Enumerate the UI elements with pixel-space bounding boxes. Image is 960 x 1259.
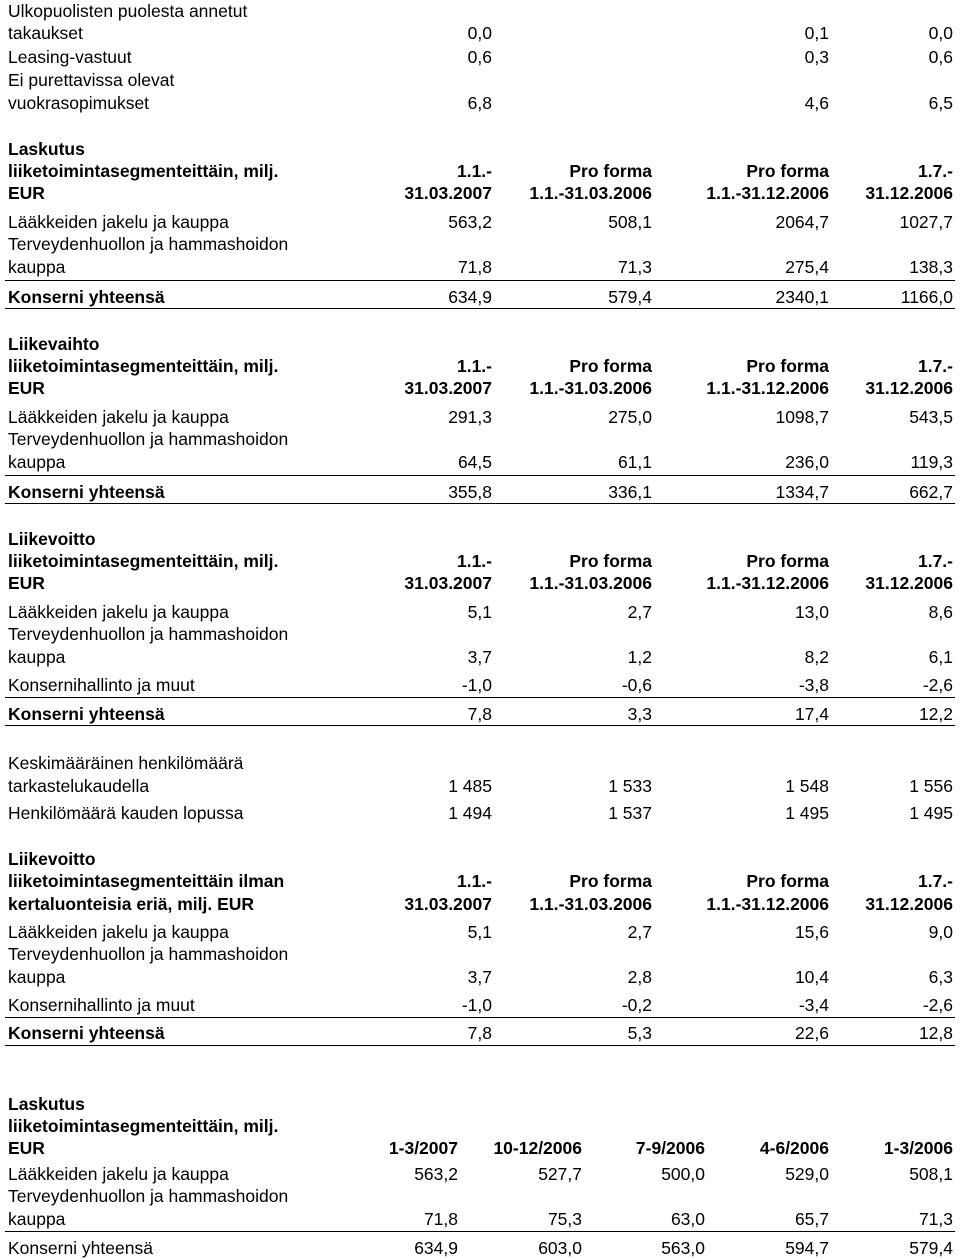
row-label: Henkilömäärä kauden lopussa	[8, 803, 244, 823]
row-label: Terveydenhuollon ja hammashoidon	[8, 429, 289, 449]
section-heading-line: Liikevoitto	[8, 529, 96, 549]
table-cell: 527,7	[538, 1164, 582, 1184]
total-cell: 12,8	[918, 1023, 953, 1043]
column-header: 1.1.-31.03.2006	[529, 378, 652, 398]
table-cell: 563,2	[414, 1164, 458, 1184]
table-cell: 3,7	[467, 647, 492, 667]
row-label: Terveydenhuollon ja hammashoidon	[8, 944, 289, 964]
total-row-label: Konserni yhteensä	[8, 704, 165, 724]
total-cell: 662,7	[909, 482, 953, 502]
table-cell: 75,3	[547, 1209, 582, 1229]
table-cell: 563,2	[448, 212, 492, 232]
column-header: 1.1.-31.12.2006	[706, 894, 829, 914]
column-header: 1.7.-	[917, 161, 953, 181]
total-cell: 7,8	[467, 704, 492, 724]
table-cell: 275,4	[785, 257, 829, 277]
table-cell: 8,2	[804, 647, 829, 667]
column-header: 31.03.2007	[404, 183, 492, 203]
total-cell: 2340,1	[775, 287, 829, 307]
table-rule	[5, 1045, 955, 1046]
section-heading-line: liiketoimintasegmenteittäin ilman	[8, 871, 285, 891]
row-label: tarkastelukaudella	[8, 776, 150, 796]
total-cell: 336,1	[608, 482, 652, 502]
column-header: 1.7.-	[917, 356, 953, 376]
total-cell: 579,4	[909, 1238, 953, 1258]
total-cell: 3,3	[627, 704, 652, 724]
table-cell: 1 494	[448, 803, 492, 823]
table-cell: 2,8	[627, 967, 652, 987]
column-header: 1.1.-31.03.2006	[529, 573, 652, 593]
table-rule	[5, 1017, 955, 1018]
section-heading-line: liiketoimintasegmenteittäin, milj.	[8, 1116, 279, 1136]
column-header: 4-6/2006	[759, 1138, 829, 1158]
table-cell: 1 533	[608, 776, 652, 796]
section-heading-line: kertaluonteisia eriä, milj. EUR	[8, 894, 255, 914]
table-cell: 1027,7	[899, 212, 953, 232]
table-cell: 543,5	[909, 407, 953, 427]
table-cell: 13,0	[794, 602, 829, 622]
column-header: 1.1.-	[456, 551, 492, 571]
total-cell: 563,0	[661, 1238, 705, 1258]
column-header: Pro forma	[569, 871, 652, 891]
table-cell: 8,6	[928, 602, 953, 622]
table-cell: -1,0	[461, 995, 492, 1015]
table-cell: 2,7	[627, 922, 652, 942]
column-header: 31.12.2006	[865, 378, 953, 398]
row-label: Ulkopuolisten puolesta annetut	[8, 1, 248, 21]
column-header: 1-3/2006	[883, 1138, 953, 1158]
total-cell: 634,9	[414, 1238, 458, 1258]
table-cell: 15,6	[794, 922, 829, 942]
table-cell: -0,2	[621, 995, 652, 1015]
column-header: 1.1.-31.12.2006	[706, 378, 829, 398]
table-cell: 291,3	[448, 407, 492, 427]
row-label: Ei purettavissa olevat	[8, 70, 175, 90]
section-heading-line: EUR	[8, 573, 45, 593]
section-heading-line: EUR	[8, 183, 45, 203]
total-cell: 594,7	[785, 1238, 829, 1258]
column-header: 1.1.-31.12.2006	[706, 183, 829, 203]
table-cell: 71,3	[918, 1209, 953, 1229]
section-heading-line: liiketoimintasegmenteittäin, milj.	[8, 551, 279, 571]
column-header: 1-3/2007	[388, 1138, 458, 1158]
row-label: Terveydenhuollon ja hammashoidon	[8, 1186, 289, 1206]
row-label: kauppa	[8, 452, 66, 472]
table-cell: 500,0	[661, 1164, 705, 1184]
table-cell: 5,1	[467, 922, 492, 942]
table-cell: 6,3	[928, 967, 953, 987]
table-cell: 1 495	[909, 803, 953, 823]
table-cell: 0,1	[804, 23, 829, 43]
table-rule	[5, 475, 955, 476]
column-header: 1.7.-	[917, 871, 953, 891]
row-label: Lääkkeiden jakelu ja kauppa	[8, 407, 229, 427]
table-cell: 1 556	[909, 776, 953, 796]
total-cell: 7,8	[467, 1023, 492, 1043]
row-label: Leasing-vastuut	[8, 47, 132, 67]
table-cell: 65,7	[794, 1209, 829, 1229]
section-heading-line: Laskutus	[8, 139, 85, 159]
total-row-label: Konserni yhteensä	[8, 1023, 165, 1043]
row-label: kauppa	[8, 967, 66, 987]
column-header: 1.1.-31.03.2006	[529, 183, 652, 203]
total-cell: 1166,0	[900, 287, 953, 307]
table-cell: 71,8	[457, 257, 492, 277]
table-cell: 1 537	[608, 803, 652, 823]
table-cell: 2064,7	[775, 212, 829, 232]
total-row-label: Konserni yhteensä	[8, 1238, 153, 1258]
table-cell: 63,0	[670, 1209, 705, 1229]
column-header: 1.1.-	[456, 871, 492, 891]
table-cell: 0,0	[928, 23, 953, 43]
row-label: Konsernihallinto ja muut	[8, 675, 195, 695]
table-cell: 138,3	[909, 257, 953, 277]
total-cell: 634,9	[448, 287, 492, 307]
row-label: Terveydenhuollon ja hammashoidon	[8, 234, 289, 254]
total-cell: 355,8	[448, 482, 492, 502]
table-rule	[5, 697, 955, 698]
table-cell: 6,1	[928, 647, 953, 667]
table-cell: 64,5	[457, 452, 492, 472]
row-label: Terveydenhuollon ja hammashoidon	[8, 624, 289, 644]
table-cell: 1,2	[627, 647, 652, 667]
table-cell: 508,1	[909, 1164, 953, 1184]
section-heading-line: liiketoimintasegmenteittäin, milj.	[8, 161, 279, 181]
table-cell: 508,1	[608, 212, 652, 232]
table-cell: 0,6	[467, 47, 492, 67]
row-label: kauppa	[8, 257, 66, 277]
section-heading-line: EUR	[8, 1138, 45, 1158]
column-header: 1.1.-	[456, 161, 492, 181]
total-cell: 603,0	[538, 1238, 582, 1258]
column-header: Pro forma	[746, 161, 829, 181]
total-cell: 5,3	[627, 1023, 652, 1043]
column-header: Pro forma	[746, 551, 829, 571]
section-heading-line: EUR	[8, 378, 45, 398]
column-header: 31.03.2007	[404, 573, 492, 593]
table-cell: 0,0	[467, 23, 492, 43]
row-label: Lääkkeiden jakelu ja kauppa	[8, 922, 229, 942]
table-cell: 61,1	[617, 452, 652, 472]
table-cell: 3,7	[467, 967, 492, 987]
column-header: Pro forma	[746, 871, 829, 891]
table-cell: 1 495	[785, 803, 829, 823]
table-cell: 4,6	[804, 93, 829, 113]
table-cell: -2,6	[922, 675, 953, 695]
total-cell: 17,4	[794, 704, 829, 724]
column-header: Pro forma	[569, 161, 652, 181]
section-heading-line: Laskutus	[8, 1094, 85, 1114]
total-cell: 22,6	[794, 1023, 829, 1043]
table-cell: -1,0	[461, 675, 492, 695]
table-cell: 10,4	[794, 967, 829, 987]
column-header: 1.1.-	[456, 356, 492, 376]
column-header: 1.7.-	[917, 551, 953, 571]
table-rule	[5, 1231, 955, 1232]
section-heading-line: Liikevaihto	[8, 334, 100, 354]
column-header: 10-12/2006	[493, 1138, 582, 1158]
total-row-label: Konserni yhteensä	[8, 287, 165, 307]
column-header: Pro forma	[569, 356, 652, 376]
table-cell: 119,3	[910, 452, 953, 472]
row-label: Keskimääräinen henkilömäärä	[8, 753, 244, 773]
row-label: Konsernihallinto ja muut	[8, 995, 195, 1015]
total-cell: 1334,7	[775, 482, 829, 502]
column-header: 31.12.2006	[865, 894, 953, 914]
table-cell: 1098,7	[775, 407, 829, 427]
table-cell: 275,0	[608, 407, 652, 427]
column-header: Pro forma	[746, 356, 829, 376]
column-header: 1.1.-31.12.2006	[706, 573, 829, 593]
table-cell: 9,0	[928, 922, 953, 942]
total-cell: 12,2	[918, 704, 953, 724]
table-cell: -2,6	[922, 995, 953, 1015]
table-cell: 0,6	[928, 47, 953, 67]
table-cell: 71,8	[423, 1209, 458, 1229]
column-header: 31.03.2007	[404, 378, 492, 398]
column-header: 1.1.-31.03.2006	[529, 894, 652, 914]
total-row-label: Konserni yhteensä	[8, 482, 165, 502]
row-label: Lääkkeiden jakelu ja kauppa	[8, 212, 229, 232]
table-cell: 6,8	[467, 93, 492, 113]
table-cell: 6,5	[928, 93, 953, 113]
table-rule	[5, 280, 955, 281]
row-label: takaukset	[8, 23, 83, 43]
table-cell: -3,8	[798, 675, 829, 695]
table-cell: 1 548	[785, 776, 829, 796]
column-header: Pro forma	[569, 551, 652, 571]
table-rule	[5, 308, 955, 309]
table-cell: 5,1	[467, 602, 492, 622]
table-cell: 71,3	[617, 257, 652, 277]
table-cell: 1 485	[448, 776, 492, 796]
table-cell: 0,3	[804, 47, 829, 67]
row-label: Lääkkeiden jakelu ja kauppa	[8, 602, 229, 622]
column-header: 31.12.2006	[865, 573, 953, 593]
section-heading-line: liiketoimintasegmenteittäin, milj.	[8, 356, 279, 376]
table-rule	[5, 725, 955, 726]
table-rule	[5, 503, 955, 504]
table-cell: 236,0	[785, 452, 829, 472]
table-cell: 2,7	[627, 602, 652, 622]
column-header: 7-9/2006	[635, 1138, 705, 1158]
row-label: Lääkkeiden jakelu ja kauppa	[8, 1164, 229, 1184]
table-cell: -3,4	[798, 995, 829, 1015]
row-label: vuokrasopimukset	[8, 93, 150, 113]
column-header: 31.03.2007	[404, 894, 492, 914]
table-cell: -0,6	[621, 675, 652, 695]
row-label: kauppa	[8, 1209, 66, 1229]
row-label: kauppa	[8, 647, 66, 667]
section-heading-line: Liikevoitto	[8, 849, 96, 869]
total-cell: 579,4	[608, 287, 652, 307]
column-header: 31.12.2006	[865, 183, 953, 203]
table-cell: 529,0	[785, 1164, 829, 1184]
